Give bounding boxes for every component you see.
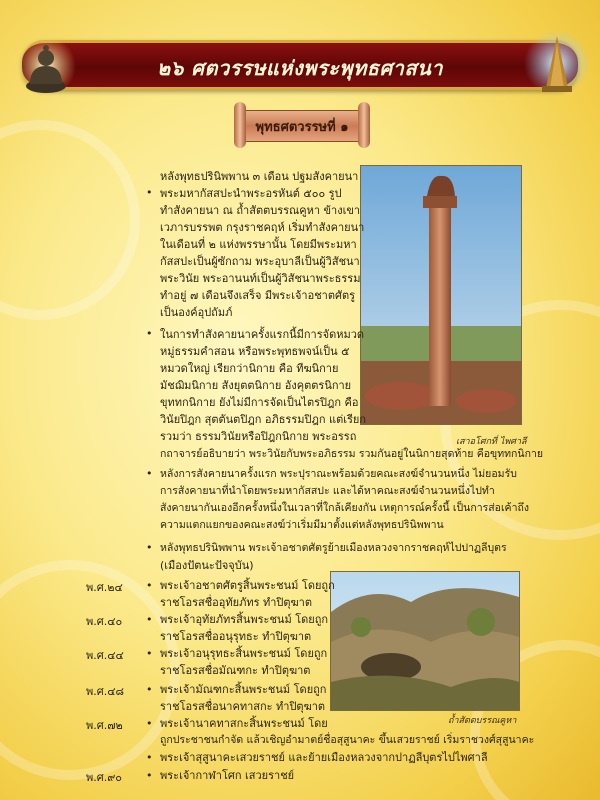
bullet2-line: หมู่ธรรมคำสอน หรือพระพุทธพจน์เป็น ๕: [160, 345, 350, 358]
photo1-caption: เสาอโศกที่ ไพศาลี: [456, 437, 527, 447]
timeline-year: พ.ศ.๒๔: [86, 581, 123, 594]
timeline-line: ราชโอรสชื่ออุทัยภัทร ทำปิตุฆาต: [160, 596, 313, 609]
bullet-symbol: •: [146, 327, 153, 340]
bullet-symbol: •: [146, 467, 153, 480]
bullet3-line: การสังคายนาที่นำโดยพระมหากัสสปะ และได้หาคณะสงฆ์จำนวนหนึ่งไปทำ: [160, 485, 495, 497]
bullet-symbol: •: [146, 683, 153, 696]
bullet1-line: พระมหากัสสปะนำพระอรหันต์ ๕๐๐ รูป: [160, 187, 342, 200]
bullet1-line: ทำอยู่ ๗ เดือนจึงเสร็จ มีพระเจ้าอชาตศัตรู: [160, 289, 356, 302]
timeline-line: พระเจ้าอนุรุทธะสิ้นพระชนม์ โดยถูก: [160, 647, 328, 660]
bullet-symbol: •: [146, 717, 153, 730]
stupa-temple-icon: [524, 30, 590, 96]
bullet-symbol: •: [146, 647, 153, 660]
header-banner: [22, 40, 578, 90]
timeline-line: พระเจ้ามัณฑกะสิ้นพระชนม์ โดยถูก: [160, 683, 327, 696]
timeline-year: พ.ศ.๔๔: [86, 649, 124, 662]
timeline-year: พ.ศ.๗๒: [86, 719, 123, 732]
timeline-line: พระเจ้าอุทัยภัทรสิ้นพระชนม์ โดยถูก: [160, 613, 329, 626]
timeline-line: พระเจ้าอชาตศัตรูสิ้นพระชนม์ โดยถูก: [160, 579, 335, 592]
bullet4-line: (เมืองปัตนะปัจจุบัน): [160, 559, 254, 572]
bullet1-line: เป็นองค์อุปถัมภ์: [160, 306, 233, 319]
bullet1-line: กัสสปะเป็นผู้ซักถาม พระอุบาลีเป็นผู้วิสัชนา: [160, 255, 360, 268]
timeline-line: พระเจ้านาคทาสกะสิ้นพระชนม์ โดย: [160, 717, 328, 730]
timeline-line: ราชโอรสชื่อนาคทาสกะ ทำปิตุฆาต: [160, 700, 326, 713]
bullet-symbol: •: [146, 541, 153, 554]
bullet1-line: ในเดือนที่ ๒ แห่งพรรษานั้น โดยมีพระมหา: [160, 238, 357, 251]
bullet2-line: ขุททกนิกาย ยังไม่มีการจัดเป็นไตรปิฎก คือ: [160, 396, 359, 409]
section-title-scroll: [234, 102, 370, 150]
timeline-year: พ.ศ.๔๘: [86, 685, 125, 698]
bullet-symbol: •: [146, 186, 153, 199]
bullet-symbol: •: [146, 579, 153, 592]
bullet2-line: วินัยปิฎก สุตตันตปิฎก อภิธรรมปิฎก แต่เรียก: [160, 413, 367, 426]
bullet2-line: กถาจารย์อธิบายว่า พระวินัยกับพระอภิธรรม รวมกันอยู่ในนิกายสุดท้าย คือขุททกนิกาย: [160, 448, 543, 460]
bullet1-line: เวภารบรรพต กรุงราชคฤห์ เริ่มทำสังคายนา: [160, 221, 365, 234]
bullet2-line: รวมว่า ธรรมวินัยหรือปิฎกนิกาย พระอรรถ: [160, 430, 357, 443]
bullet-symbol: •: [146, 613, 153, 626]
intro-text: หลังพุทธปรินิพพาน ๓ เดือน ปฐมสังคายนา: [160, 170, 359, 183]
bullet3-line: สังคายนากันเองอีกครั้งหนึ่งในเวลาที่ใกล้เคียงกัน เหตุการณ์ครั้งนี้ เป็นการส่อเค้าถึง: [160, 502, 529, 514]
section-title: พุทธศตวรรษที่ ๑: [255, 120, 349, 135]
saptaparni-cave-photo: [330, 571, 520, 711]
bullet2-line: หมวดใหญ่ เรียกว่านิกาย คือ ทีฆนิกาย: [160, 362, 339, 375]
bullet1-line: ทำสังคายนา ณ ถ้ำสัตตบรรณคูหา ข้างเขา: [160, 204, 361, 217]
timeline-line: ราชโอรสชื่ออนุรุทธะ ทำปิตุฆาต: [160, 630, 312, 643]
background-swirl: [0, 120, 140, 320]
bullet2-line: ในการทำสังคายนาครั้งแรกนี้มีการจัดหมวด: [160, 328, 365, 341]
buddha-statue-icon: [16, 36, 76, 96]
bullet1-line: พระวินัย พระอานนท์เป็นผู้วิสัชนาพระธรรม: [160, 272, 361, 285]
bullet4-line: หลังพุทธปรินิพพาน พระเจ้าอชาตศัตรูย้ายเมืองหลวงจากราชคฤห์ไปปาฏลีบุตร: [160, 542, 507, 554]
timeline-line: ราชโอรสชื่อมัณฑกะ ทำปิตุฆาต: [160, 664, 311, 677]
ashoka-pillar-photo: [360, 165, 522, 425]
timeline-line: พระเจ้ากาฬาโศก เสวยราชย์: [160, 769, 295, 782]
photo2-caption: ถ้ำสัตตบรรณคูหา: [448, 716, 517, 726]
bullet3-line: ความแตกแยกของคณะสงฆ์ว่าเริ่มมีมาตั้งแต่หลังพุทธปรินิพพาน: [160, 519, 444, 531]
timeline-year: พ.ศ.๙๐: [86, 771, 122, 784]
page-title: ๒๖ ศตวรรษแห่งพระพุทธศาสนา: [156, 56, 444, 80]
bullet-symbol: •: [146, 751, 153, 764]
timeline-year: พ.ศ.๔๐: [86, 615, 123, 628]
susunaga-line: พระเจ้าสุสูนาคะเสวยราชย์ และย้ายเมืองหลวงจากปาฏลีบุตรไปไพศาลี: [160, 751, 488, 764]
bullet3-line: หลังการสังคายนาครั้งแรก พระปุราณะพร้อมด้วยคณะสงฆ์จำนวนหนึ่ง ไม่ยอมรับ: [160, 468, 517, 480]
bullet2-line: มัชฌิมนิกาย สังยุตตนิกาย อังคุตตรนิกาย: [160, 379, 352, 392]
timeline-line: ถูกประชาชนกำจัด แล้วเชิญอำมาตย์ชื่อสุสูนาคะ ขึ้นเสวยราชย์ เริ่มราชวงศ์สุสูนาคะ: [160, 734, 535, 746]
bullet-symbol: •: [146, 769, 153, 782]
